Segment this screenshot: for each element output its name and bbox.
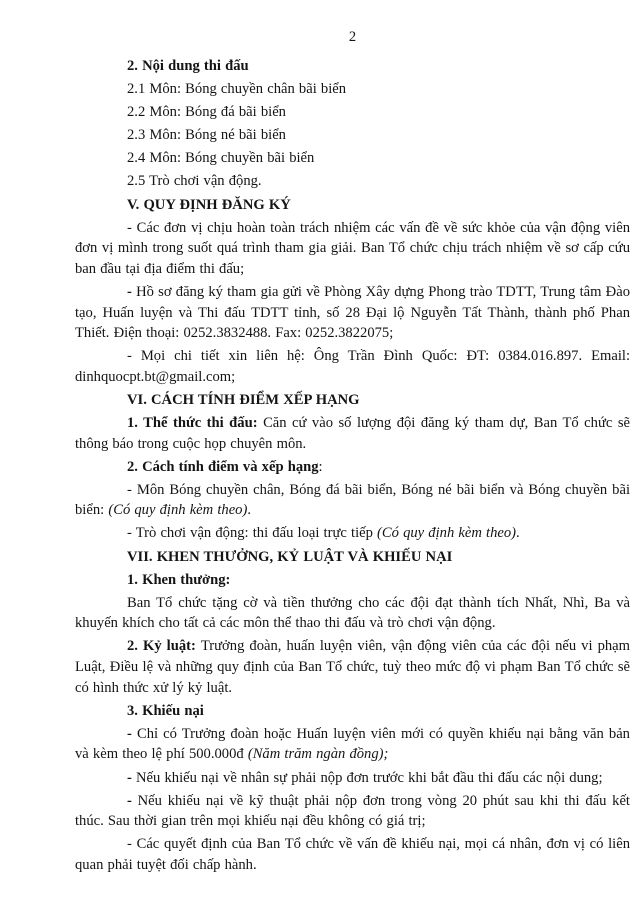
paragraph <box>75 791 630 832</box>
text-run: 2.3 Môn: Bóng né bãi biển <box>127 127 286 144</box>
text-run: (Năm trăm ngàn đồng); <box>247 746 389 763</box>
text-run: 2.2 Môn: Bóng đá bãi biển <box>127 104 286 121</box>
text-run: Nếu khiếu nại về nhân sự phải nộp đơn trước khi bắt đầu thi đấu các nội dung; <box>136 769 603 786</box>
text-run: - Các đơn vị chịu hoàn toàn trách nhiệm các vấn đề về sức khỏe của vận động viên đơn vị mình trong suốt quá trình tham gia giải. Ban Tổ chức chịu trách nhiệm về sơ cấp cứu ban đầu tại địa điểm thi đấu; <box>75 219 630 277</box>
paragraph <box>75 346 630 387</box>
text-run: - <box>127 283 137 300</box>
text-run: - Các quyết định của Ban Tổ chức về vấn đề khiếu nại, mọi cá nhân, đơn vị có liên quan phải tuyệt đối chấp hành. <box>75 836 630 873</box>
paragraph <box>75 593 630 634</box>
list-item <box>75 102 630 123</box>
text-run: - Môn Bóng chuyền chân, Bóng đá bãi biển, Bóng né bãi biển và Bóng chuyền bãi biển: <box>75 481 630 519</box>
list-item <box>75 125 630 146</box>
text-run: - <box>127 769 137 786</box>
text-run: 2. Nội dung thi đấu <box>127 58 249 74</box>
section-subheading <box>75 56 630 77</box>
text-run: 1. Thể thức thi đấu: <box>127 415 264 431</box>
section-subheading <box>75 570 630 591</box>
text-run: (Có quy định kèm theo) <box>377 525 517 542</box>
paragraph <box>75 413 630 454</box>
text-run: 2.5 Trò chơi vận động. <box>127 173 262 190</box>
text-run: . <box>247 502 251 519</box>
text-run: Ban Tổ chức tặng cờ và tiền thưởng cho các đội đạt thành tích Nhất, Nhì, Ba và khuyến khích cho tất cả các môn thể thao thi đấu và trò chơi vận động. <box>75 594 630 632</box>
text-run: VI. CÁCH TÍNH ĐIỂM XẾP HẠNG <box>127 391 360 408</box>
text-run: 2.1 Môn: Bóng chuyền chân bãi biển <box>127 81 347 98</box>
text-run: Hồ sơ đăng ký tham gia gửi về Phòng Xây dựng Phong trào TDTT, Trung tâm Đào tạo, Huấn luyện và Thi đấu TDTT tỉnh, số 28 Đại lộ Nguyễn Tất Thành, thành phố Phan Thiết. Điện thoại: 0252.3832488. Fax: 0252.3822075; <box>75 283 630 342</box>
paragraph <box>75 768 630 789</box>
paragraph <box>75 834 630 875</box>
list-item <box>75 79 630 100</box>
text-run: : <box>318 458 323 475</box>
text-run: 2. Kỷ luật: <box>127 638 201 655</box>
paragraph <box>75 636 630 698</box>
list-item <box>75 148 630 169</box>
page-number: 2 <box>348 29 357 45</box>
section-heading <box>75 195 630 216</box>
text-run: 1. Khen thưởng: <box>127 571 231 588</box>
section-heading <box>75 547 630 568</box>
text-run: (Có quy định kèm theo) <box>108 502 248 519</box>
paragraph <box>75 282 630 344</box>
text-run: 2. Cách tính điểm và xếp hạng <box>127 458 319 475</box>
paragraph <box>75 523 630 544</box>
paragraph <box>75 480 630 521</box>
text-run: - <box>127 725 137 742</box>
text-run: - Trò chơi vận động: thi đấu loại trực tiếp <box>127 525 378 542</box>
text-run: Nếu khiếu nại về kỹ thuật phải nộp đơn trong vòng 20 phút sau khi thi đấu kết thúc. Sau thời gian trên mọi khiếu nại đều không có giá trị; <box>75 792 630 830</box>
section-subheading <box>75 701 630 722</box>
paragraph <box>75 724 630 765</box>
text-run: - <box>127 792 138 809</box>
text-run: Trưởng đoàn, huấn luyện viên, vận động viên của các đội nếu vi phạm Luật, Điều lệ và những quy định của Ban Tổ chức, tuỳ theo mức độ vi phạm Ban Tổ chức sẽ có hình thức xử lý kỷ luật. <box>75 638 630 696</box>
list-item <box>75 171 630 192</box>
paragraph <box>75 218 630 280</box>
text-run: 2.4 Môn: Bóng chuyền bãi biển <box>127 150 315 167</box>
text-run: 3. Khiếu nại <box>127 702 204 719</box>
text-run: V. QUY ĐỊNH ĐĂNG KÝ <box>127 196 291 213</box>
text-run: Căn cứ vào số lượng đội đăng ký tham dự, Ban Tổ chức sẽ thông báo trong cuộc họp chuyên môn. <box>75 415 630 452</box>
text-run: Chỉ có Trưởng đoàn hoặc Huấn luyện viên mới có quyền khiếu nại bằng văn bản và kèm theo lệ phí 500.000đ <box>75 725 630 763</box>
text-run: - Mọi chi tiết xin liên hệ: Ông Trần Đình Quốc: ĐT: 0384.016.897. Email: dinhquocpt.bt@gmail.com; <box>75 348 630 385</box>
section-heading <box>75 390 630 411</box>
text-run: . <box>516 525 520 542</box>
text-run: VII. KHEN THƯỞNG, KỶ LUẬT VÀ KHIẾU NẠI <box>127 548 453 565</box>
section-subheading <box>75 457 630 478</box>
